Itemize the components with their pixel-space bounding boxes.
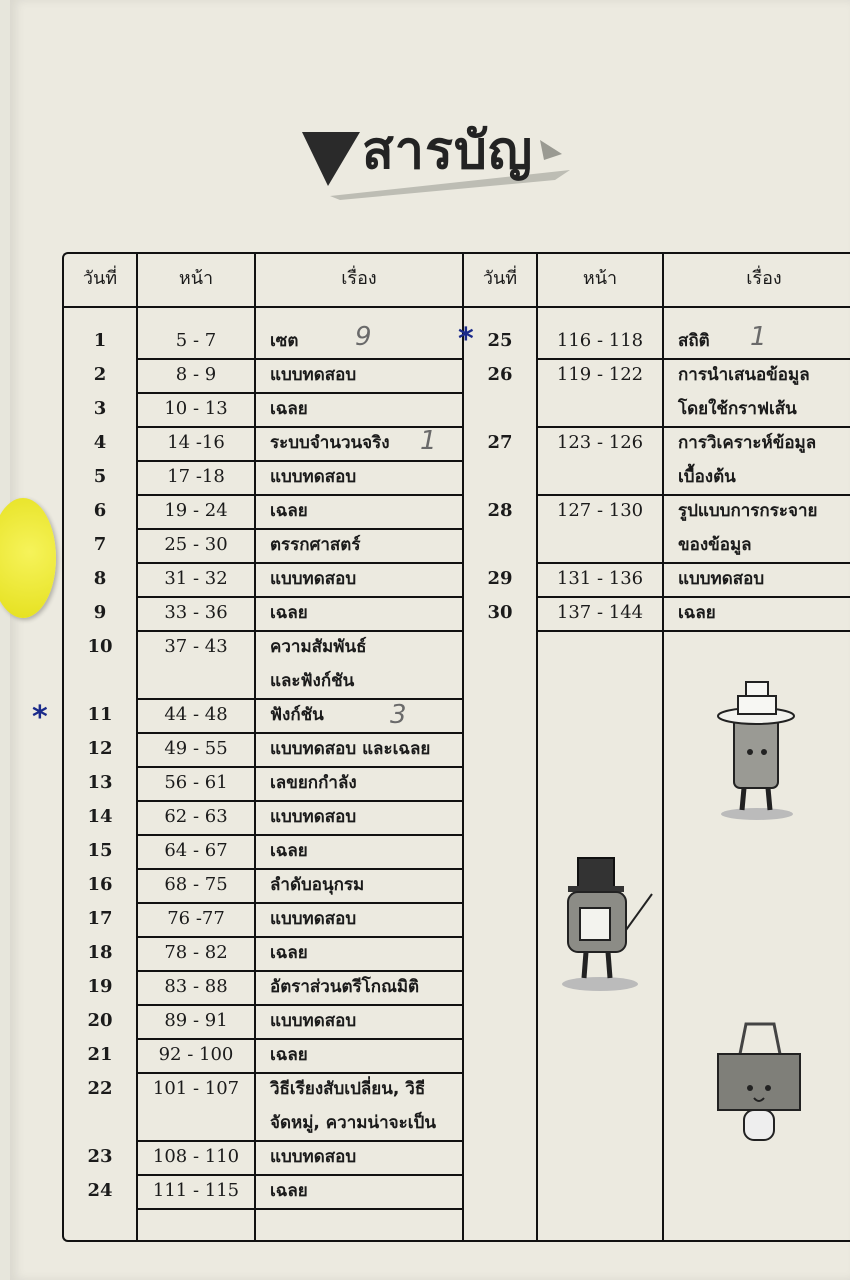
column-divider — [662, 254, 664, 1240]
row-day: 7 — [93, 534, 107, 555]
row-pages: 44 - 48 — [164, 704, 228, 725]
row-pages: 64 - 67 — [164, 840, 228, 861]
row-topic: เบื้องต้น — [678, 467, 736, 487]
top-hat-mascot-icon — [552, 844, 662, 994]
row-topic: แบบทดสอบ — [270, 1147, 357, 1167]
row-pages: 14 -16 — [167, 432, 225, 453]
row-pages: 25 - 30 — [164, 534, 228, 555]
row-topic: ฟังก์ชัน — [270, 705, 324, 725]
row-day: 10 — [87, 636, 113, 657]
row-topic: ตรรกศาสตร์ — [270, 535, 361, 555]
row-pages: 137 - 144 — [556, 602, 644, 623]
row-day: 6 — [93, 500, 107, 521]
star-mark: * — [32, 700, 48, 735]
row-topic: แบบทดสอบ — [270, 365, 357, 385]
column-divider — [462, 254, 464, 1240]
row-day: 9 — [93, 602, 107, 623]
handwritten-note: 9 — [355, 322, 372, 352]
cake-mascot-icon — [712, 674, 802, 824]
row-pages: 108 - 110 — [152, 1146, 240, 1167]
row-pages: 49 - 55 — [164, 738, 228, 759]
row-day: 16 — [87, 874, 113, 895]
row-topic: สถิติ — [678, 331, 710, 351]
row-day: 28 — [487, 500, 513, 521]
row-pages: 19 - 24 — [164, 500, 228, 521]
row-divider — [138, 1208, 464, 1210]
row-day: 2 — [93, 364, 107, 385]
row-pages: 92 - 100 — [158, 1044, 234, 1065]
row-day: 5 — [93, 466, 107, 487]
row-topic: แบบทดสอบ — [270, 467, 357, 487]
row-divider — [538, 630, 850, 632]
row-pages: 37 - 43 — [164, 636, 228, 657]
row-topic: การนำเสนอข้อมูล — [678, 365, 810, 385]
row-day: 20 — [87, 1010, 113, 1031]
row-day: 26 — [487, 364, 513, 385]
row-day: 18 — [87, 942, 113, 963]
row-topic: แบบทดสอบ — [270, 1011, 357, 1031]
row-topic: แบบทดสอบ และเฉลย — [270, 739, 431, 759]
row-pages: 111 - 115 — [152, 1180, 240, 1201]
row-day: 8 — [93, 568, 107, 589]
header-page-right: หน้า — [582, 268, 618, 289]
row-pages: 131 - 136 — [556, 568, 644, 589]
handwritten-note: 1 — [750, 322, 767, 352]
row-topic: ความสัมพันธ์ — [270, 637, 367, 657]
row-pages: 56 - 61 — [164, 772, 228, 793]
row-topic: แบบทดสอบ — [270, 909, 357, 929]
row-topic: เฉลย — [270, 841, 308, 861]
row-pages: 78 - 82 — [164, 942, 228, 963]
row-pages: 123 - 126 — [556, 432, 644, 453]
row-topic: แบบทดสอบ — [678, 569, 765, 589]
column-divider — [536, 254, 538, 1240]
row-topic: เฉลย — [270, 501, 308, 521]
row-topic: เฉลย — [270, 1181, 308, 1201]
page-header — [300, 110, 600, 210]
row-day: 1 — [93, 330, 107, 351]
row-day: 25 — [487, 330, 513, 351]
row-day: 23 — [87, 1146, 113, 1167]
row-pages: 10 - 13 — [164, 398, 228, 419]
row-topic: เฉลย — [270, 399, 308, 419]
binder-clip-mascot-icon — [710, 1014, 810, 1154]
header-day-left: วันที่ — [82, 268, 118, 289]
row-pages: 33 - 36 — [164, 602, 228, 623]
row-topic: จัดหมู่, ความน่าจะเป็น — [270, 1113, 436, 1133]
row-topic: เซต — [270, 331, 299, 351]
row-day: 22 — [87, 1078, 113, 1099]
header-page-left: หน้า — [178, 268, 214, 289]
row-topic: ระบบจำนวนจริง — [270, 433, 390, 453]
row-day: 3 — [93, 398, 107, 419]
row-day: 12 — [87, 738, 113, 759]
row-topic: แบบทดสอบ — [270, 569, 357, 589]
header-topic-left: เรื่อง — [341, 268, 377, 289]
row-topic: เฉลย — [270, 603, 308, 623]
row-day: 19 — [87, 976, 113, 997]
row-day: 30 — [487, 602, 513, 623]
row-day: 11 — [87, 704, 113, 725]
header-divider — [64, 306, 850, 308]
table-of-contents — [62, 252, 850, 1242]
row-day: 27 — [487, 432, 513, 453]
row-topic: ของข้อมูล — [678, 535, 752, 555]
row-pages: 62 - 63 — [164, 806, 228, 827]
row-topic: อัตราส่วนตรีโกณมิติ — [270, 977, 420, 997]
row-day: 21 — [87, 1044, 113, 1065]
row-day: 14 — [87, 806, 113, 827]
header-topic-right: เรื่อง — [746, 268, 782, 289]
row-pages: 8 - 9 — [175, 364, 217, 385]
yellow-clip — [0, 498, 56, 618]
row-topic: เลขยกกำลัง — [270, 773, 357, 793]
row-pages: 101 - 107 — [152, 1078, 240, 1099]
row-day: 29 — [487, 568, 513, 589]
row-topic: เฉลย — [270, 943, 308, 963]
row-topic: การวิเคราะห์ข้อมูล — [678, 433, 817, 453]
row-topic: และฟังก์ชัน — [270, 671, 355, 691]
star-mark: * — [458, 322, 474, 357]
row-topic: เฉลย — [678, 603, 716, 623]
row-topic: วิธีเรียงสับเปลี่ยน, วิธี — [270, 1079, 426, 1099]
header-day-right: วันที่ — [482, 268, 518, 289]
row-pages: 89 - 91 — [164, 1010, 228, 1031]
row-day: 24 — [87, 1180, 113, 1201]
row-topic: แบบทดสอบ — [270, 807, 357, 827]
row-pages: 31 - 32 — [164, 568, 228, 589]
row-day: 4 — [93, 432, 107, 453]
row-topic: รูปแบบการกระจาย — [678, 501, 818, 521]
row-pages: 68 - 75 — [164, 874, 228, 895]
row-pages: 5 - 7 — [175, 330, 217, 351]
row-topic: ลำดับอนุกรม — [270, 875, 365, 895]
row-day: 17 — [87, 908, 113, 929]
book-page — [10, 0, 850, 1280]
row-pages: 116 - 118 — [556, 330, 644, 351]
page-title: สารบัญ — [362, 121, 534, 181]
row-pages: 119 - 122 — [556, 364, 644, 385]
row-pages: 127 - 130 — [556, 500, 644, 521]
row-day: 15 — [87, 840, 113, 861]
row-topic: โดยใช้กราฟเส้น — [678, 399, 797, 419]
row-pages: 17 -18 — [167, 466, 225, 487]
row-pages: 76 -77 — [167, 908, 225, 929]
row-pages: 83 - 88 — [164, 976, 228, 997]
handwritten-note: 3 — [390, 700, 407, 730]
row-topic: เฉลย — [270, 1045, 308, 1065]
handwritten-note: 1 — [420, 426, 437, 456]
row-day: 13 — [87, 772, 113, 793]
column-divider — [254, 254, 256, 1240]
